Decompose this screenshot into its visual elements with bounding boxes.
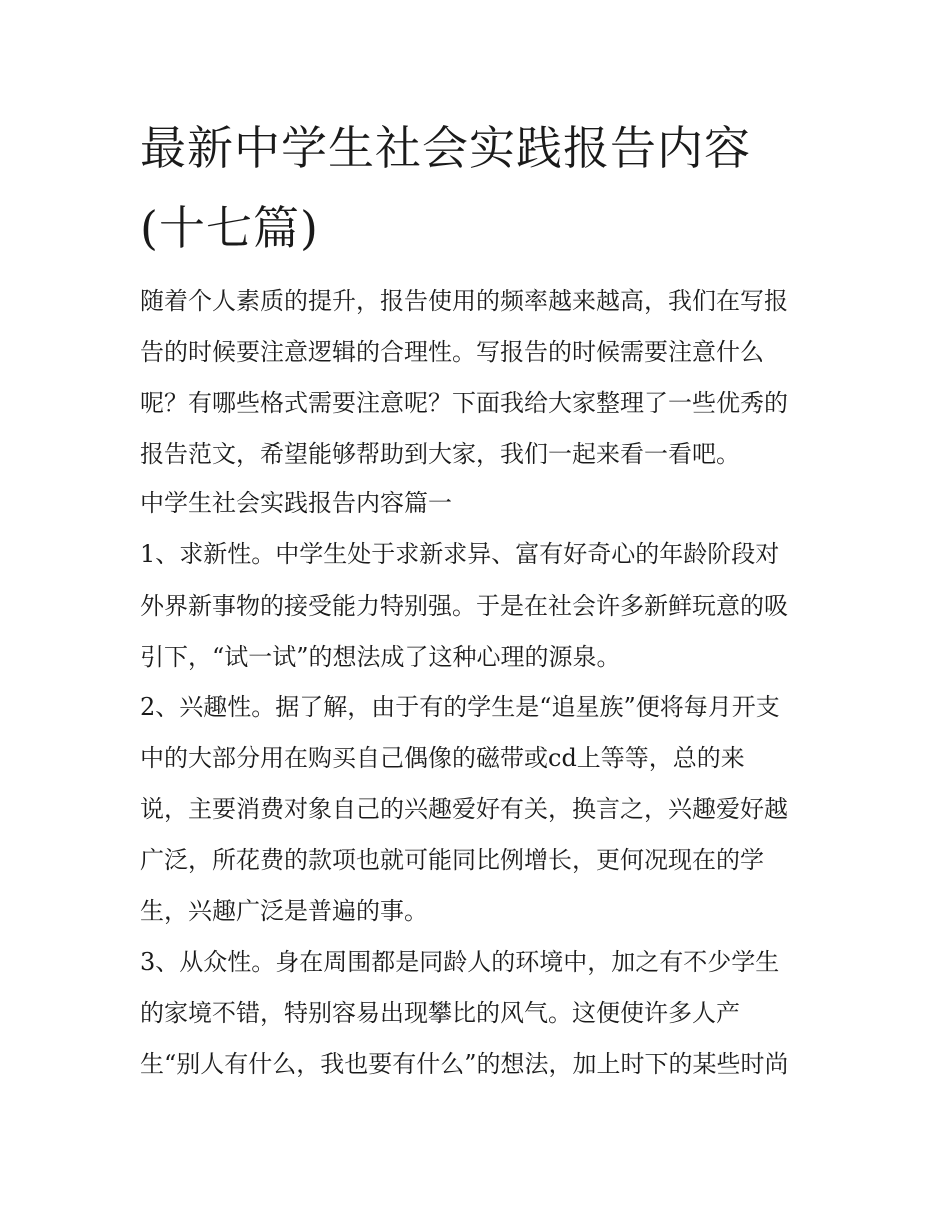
body-line-3: 呢？有哪些格式需要注意呢？下面我给大家整理了一些优秀的 — [140, 389, 788, 417]
document-title-line-1: 最新中学生社会实践报告内容 — [140, 121, 751, 175]
body-line-10: 中的大部分用在购买自己偶像的磁带或cd上等等，总的来 — [140, 744, 745, 772]
body-line-11: 说，主要消费对象自己的兴趣爱好有关，换言之，兴趣爱好越 — [140, 795, 788, 823]
body-line-6: 1、求新性。中学生处于求新求异、富有好奇心的年龄阶段对 — [140, 540, 780, 568]
body-line-16: 生“别人有什么，我也要有什么”的想法，加上时下的某些时尚 — [140, 1050, 789, 1078]
body-line-15: 的家境不错，特别容易出现攀比的风气。这便使许多人产 — [140, 999, 740, 1027]
body-line-8: 引下，“试一试”的想法成了这种心理的源泉。 — [140, 643, 621, 671]
body-line-4: 报告范文，希望能够帮助到大家，我们一起来看一看吧。 — [140, 440, 740, 468]
body-line-14: 3、从众性。身在周围都是同龄人的环境中，加之有不少学生 — [140, 948, 780, 976]
body-line-7: 外界新事物的接受能力特别强。于是在社会许多新鲜玩意的吸 — [140, 592, 788, 620]
body-line-2: 告的时候要注意逻辑的合理性。写报告的时候需要注意什么 — [140, 338, 764, 366]
body-line-1: 随着个人素质的提升，报告使用的频率越来越高，我们在写报 — [140, 287, 788, 315]
document-title-line-2: (十七篇) — [140, 201, 319, 255]
body-line-9: 2、兴趣性。据了解，由于有的学生是“追星族”便将每月开支 — [140, 693, 780, 721]
body-line-12: 广泛，所花费的款项也就可能同比例增长，更何况现在的学 — [140, 846, 764, 874]
section-heading: 中学生社会实践报告内容篇一 — [140, 489, 452, 517]
body-line-13: 生，兴趣广泛是普遍的事。 — [140, 897, 428, 925]
